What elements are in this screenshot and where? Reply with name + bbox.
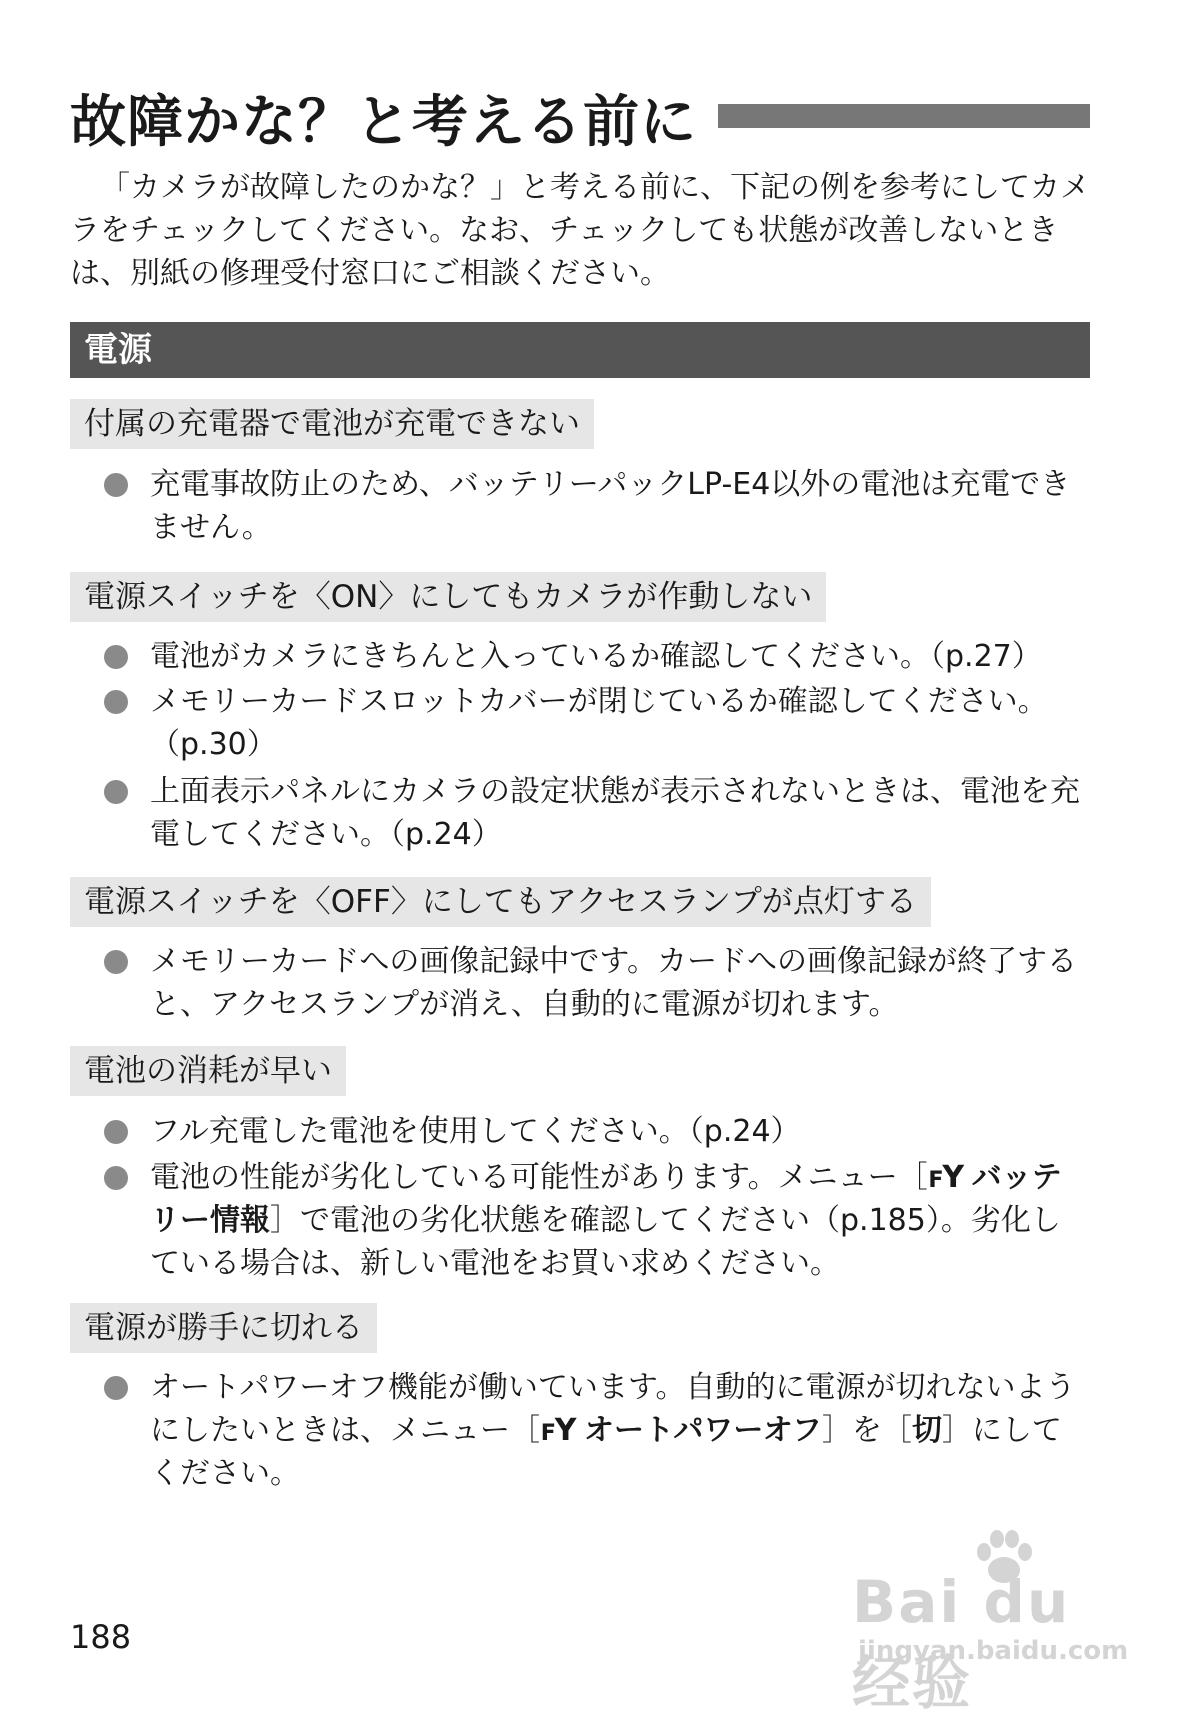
wrench-icon: ꜰY	[927, 1160, 963, 1195]
bullet-icon	[104, 1166, 128, 1190]
item-text: ］にしてください。	[150, 1413, 1062, 1491]
page-number: 188	[70, 1618, 132, 1656]
wrench-icon: ꜰY	[540, 1413, 575, 1448]
topic-heading: 電池の消耗が早い	[70, 1046, 346, 1096]
title-decoration-bar	[718, 104, 1090, 128]
menu-name: バッテリー情報	[150, 1160, 1062, 1238]
page-title: 故障かな？と考える前に	[70, 90, 697, 155]
bullet-icon	[104, 1376, 128, 1400]
bullet-icon	[104, 473, 128, 497]
topic-heading: 電源が勝手に切れる	[70, 1303, 377, 1353]
watermark	[852, 1528, 1132, 1717]
topic-heading: 電源スイッチを〈ON〉にしてもカメラが作動しない	[70, 572, 826, 622]
list-item: メモリーカードへの画像記録中です。カードへの画像記録が終了すると、アクセスランプが消え、自動的に電源が切れます。	[150, 944, 1077, 1022]
watermark-brand: Bai du 经验	[852, 1568, 1071, 1717]
list-item: 充電事故防止のため、バッテリーパックLP-E4以外の電池は充電できません。	[150, 467, 1071, 545]
menu-value: 切	[911, 1413, 942, 1448]
manual-page	[70, 0, 1090, 1680]
intro-paragraph: 「カメラが故障したのかな？」と考える前に、下記の例を参考にしてカメラをチェックしてください。なお、チェックしても状態が改善しないときは、別紙の修理受付窓口にご相談ください。	[70, 170, 1090, 291]
topic-heading: 電源スイッチを〈OFF〉にしてもアクセスランプが点灯する	[70, 877, 931, 927]
topic-heading: 付属の充電器で電池が充電できない	[70, 399, 594, 449]
item-text: ］で電池の劣化状態を確認してください（p.185）。劣化している場合は、新しい電池をお買い求めください。	[150, 1203, 1061, 1281]
item-text: 電池の性能が劣化している可能性があります。メニュー［	[150, 1160, 928, 1195]
item-text: ］を［	[821, 1413, 912, 1448]
list-item: メモリーカードスロットカバーが閉じているか確認してください。（p.30）	[150, 684, 1048, 762]
watermark-url: jingyan.baidu.com	[858, 1636, 1129, 1666]
list-item	[150, 1156, 1090, 1285]
title-row	[70, 82, 1090, 164]
item-text: オートパワーオフ機能が働いています。自動的に電源が切れないようにしたいときは、メニュー［	[150, 1370, 1076, 1448]
menu-name: オートパワーオフ	[584, 1413, 822, 1448]
bullet-icon	[104, 950, 128, 974]
list-item: 上面表示パネルにカメラの設定状態が表示されないときは、電池を充電してください。（p.24）	[150, 774, 1080, 852]
section-header	[70, 322, 1090, 378]
bullet-icon	[104, 780, 128, 804]
list-item: フル充電した電池を使用してください。（p.24）	[150, 1114, 801, 1149]
list-item: 電池がカメラにきちんと入っているか確認してください。（p.27）	[150, 639, 1042, 674]
bullet-icon	[104, 645, 128, 669]
bullet-icon	[104, 690, 128, 714]
bullet-icon	[104, 1120, 128, 1144]
section-title: 電源	[84, 330, 152, 370]
list-item	[150, 1366, 1090, 1495]
